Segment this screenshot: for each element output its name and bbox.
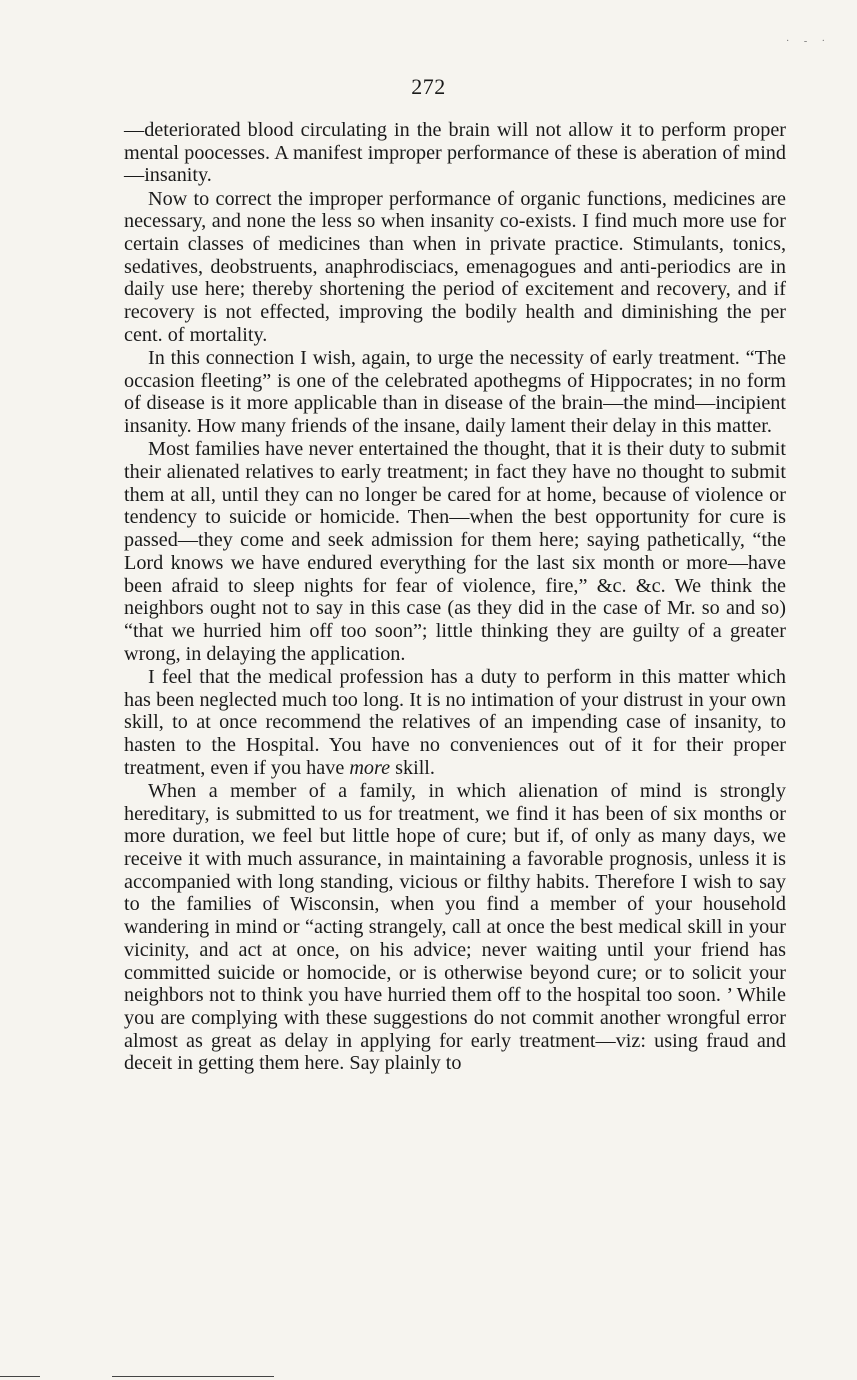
paragraph-5-emphasis: more [349,756,391,779]
paragraph-6: When a member of a family, in which alienation of mind is strongly hereditary, is submitted to us for treatment, we find it has been of six months or more duration, we feel but little hope of cure; but if, of only as many days, we receive it with much assurance, in maintaining a favorable prognosis, unless it is accompanied with long standing, vicious or filthy habits. Therefore I wish to say to the families of Wisconsin, when you find a member of your household wandering in mind or “acting strangely, call at once the best medical skill in your vicinity, and act at once, on his advice; never waiting until your friend has committed suicide or homocide, or is otherwise beyond cure; or to solicit your neighbors not to think you have hurried them off to the hospital too soon. ’ While you are complying with these suggestions do not commit another wrongful error almost as great as delay in applying for early treatment—viz: using fraud and deceit in getting them here. Say plainly to [124,779,786,1075]
page-number: 272 [411,74,446,99]
paragraph-2: Now to correct the improper performance of organic functions, medicines are necessary, and none the less so when insanity co-exists. I find much more use for certain classes of medicines than when in private practice. Stimulants, tonics, sedatives, deobstruents, anaphrodisciacs, emenagogues and anti-periodics are in daily use here; thereby shortening the period of excitement and recovery, and if recovery is not effected, improving the bodily health and diminishing the per cent. of mortality. [124,187,786,346]
margin-specks: · ‐ · [786,36,831,47]
paragraph-3: In this connection I wish, again, to urge the necessity of early treatment. “The occasion fleeting” is one of the celebrated apothegms of Hippocrates; in no form of disease is it more applicable than in disease of the brain—the mind—incipient insanity. How many friends of the insane, daily lament their delay in this matter. [124,347,786,438]
text-body [124,119,786,1075]
bottom-rule [112,1376,274,1377]
paragraph-5 [124,666,786,780]
paragraph-5-text-end: skill. [390,756,435,779]
paragraph-5-text-start: I feel that the medical profession has a duty to perform in this matter which has been neglected much too long. It is no intimation of your distrust in your own skill, to at once recommend the relatives of an impending case of insanity, to hasten to the Hospital. You have no conveniences out of it for their proper treatment, even if you have [124,665,786,779]
paragraph-4: Most families have never entertained the thought, that it is their duty to submit their alienated relatives to early treatment; in fact they have no thought to submit them at all, until they can no longer be cared for at home, because of violence or tendency to suicide or homicide. Then—when the best opportunity for cure is passed—they come and seek admission for them here; saying pathetically, “the Lord knows we have endured everything for the last six month or more—have been afraid to sleep nights for fear of violence, fire,” &c. &c. We think the neighbors ought not to say in this case (as they did in the case of Mr. so and so) “that we hurried him off too soon”; little thinking they are guilty of a greater wrong, in delaying the application. [124,438,786,665]
bottom-rule-left [0,1376,40,1377]
paragraph-1: —deteriorated blood circulating in the brain will not allow it to perform proper mental poocesses. A manifest improper performance of these is aberation of mind—insanity. [124,119,786,187]
